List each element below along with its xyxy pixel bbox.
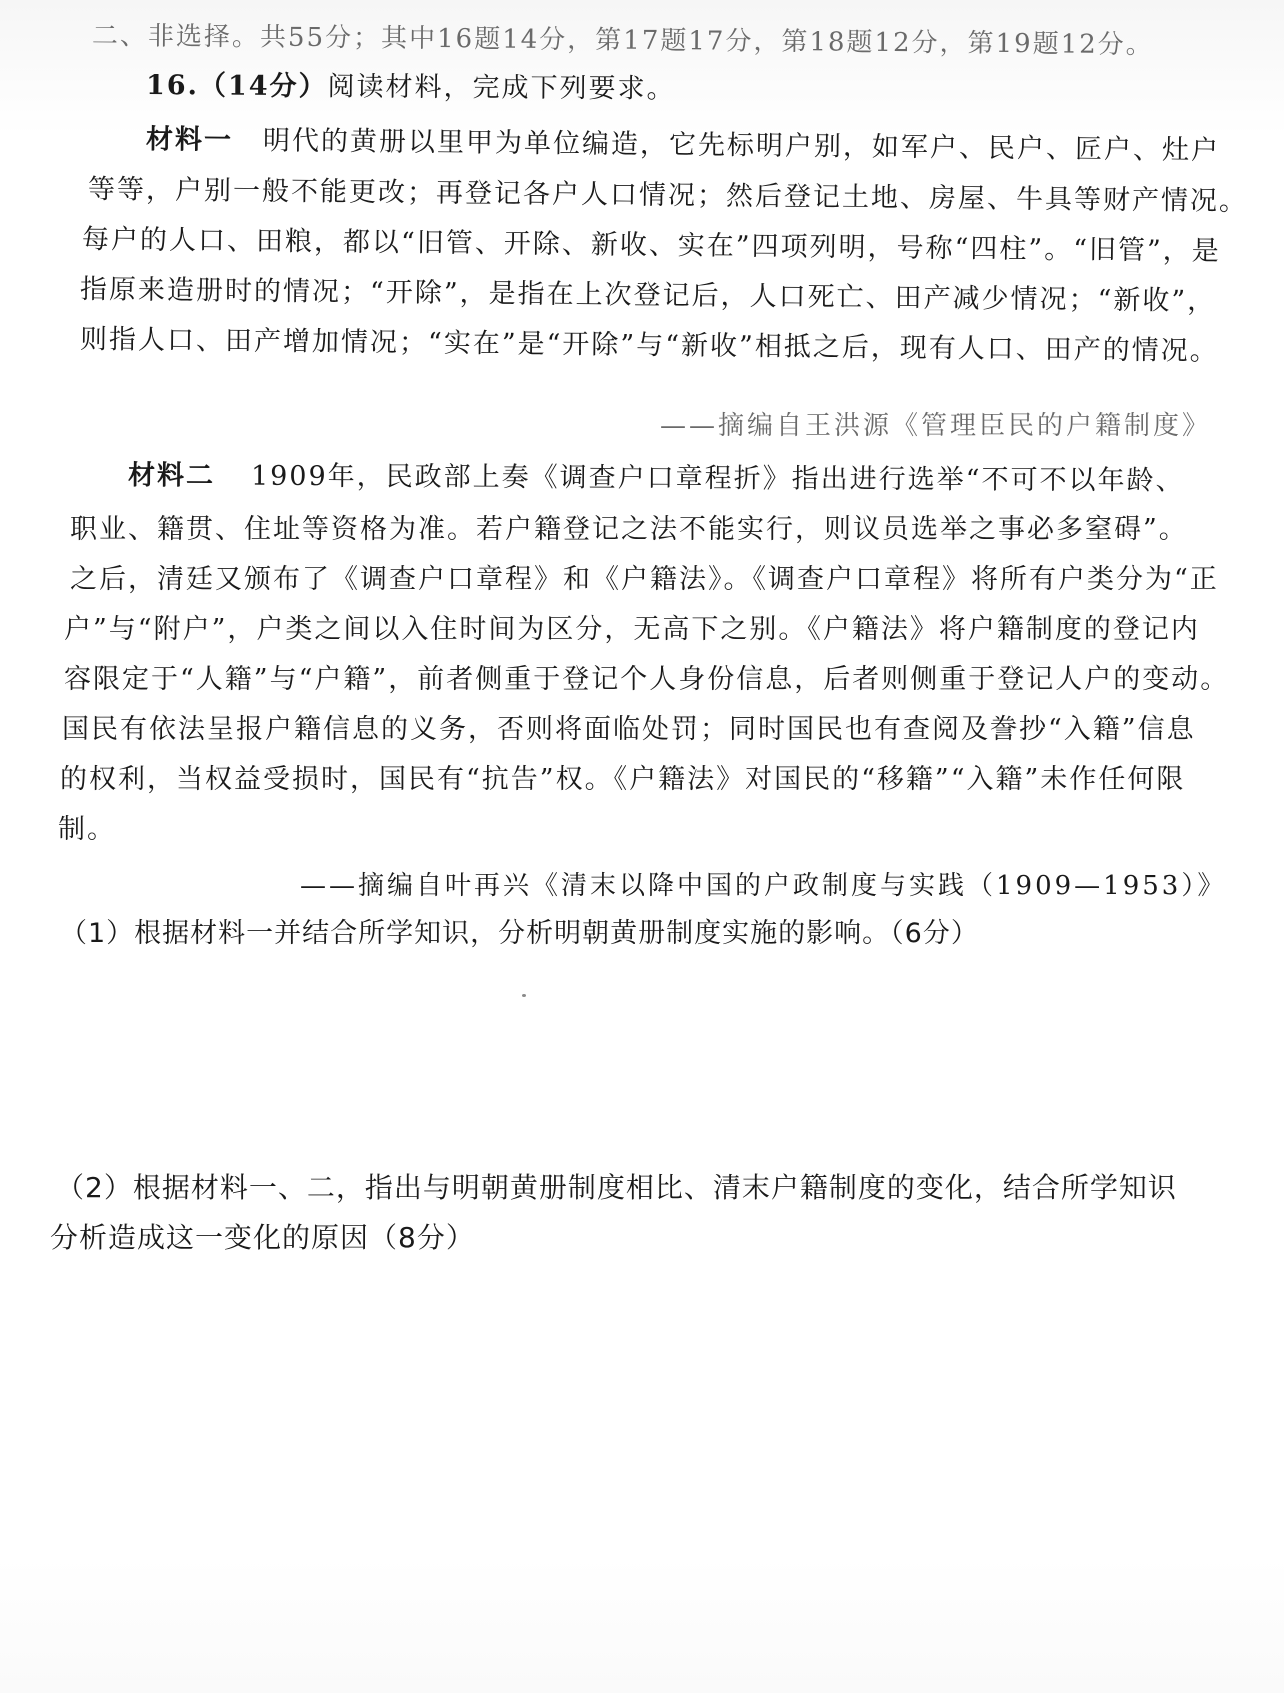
material-2-first-line xyxy=(128,458,1185,500)
material-2-line: 职业、籍贯、住址等资格为准。若户籍登记之法不能实行，则议员选举之事必多窒碍”。 xyxy=(70,514,1188,545)
sub-question-2-line-1: （2）根据材料一、二，指出与明朝黄册制度相比、清末户籍制度的变化，结合所学知识 xyxy=(56,1171,1177,1204)
question-points: （14分） xyxy=(198,70,328,103)
material-1-source: ——摘编自王洪源《管理臣民的户籍制度》 xyxy=(660,411,1212,441)
material-2-line: 的权利，当权益受损时，国民有“抗告”权。《户籍法》对国民的“移籍”“入籍”未作任何限 xyxy=(60,764,1186,795)
material-1-first-line xyxy=(146,122,1220,169)
material-2-source: ——摘编自叶再兴《清末以降中国的户政制度与实践（1909—1953）》 xyxy=(300,871,1227,901)
answer-space-2 xyxy=(50,1280,1230,1660)
material-2-line: 户”与“附户”，户类之间以入住时间为区分，无高下之别。《户籍法》将户籍制度的登记内 xyxy=(64,614,1200,645)
material-2-line: 1909年，民政部上奏《调查户口章程折》指出进行选举“不可不以年龄、 xyxy=(250,460,1185,497)
section-header: 二、非选择。共55分；其中16题14分，第17题17分，第18题12分，第19题12分。 xyxy=(91,21,1154,61)
material-2-label: 材料二 xyxy=(127,460,216,492)
answer-space-1 xyxy=(60,970,1220,1140)
question-number: 16. xyxy=(145,70,200,102)
material-1-label: 材料一 xyxy=(145,124,234,156)
material-1-line: 等等，户别一般不能更改；再登记各户人口情况；然后登记土地、房屋、牛具等财产情况。 xyxy=(87,174,1249,218)
question-instruction: 阅读材料，完成下列要求。 xyxy=(327,71,676,105)
question-16-title xyxy=(146,68,676,108)
sub-question-2-line-2: 分析造成这一变化的原因（8分） xyxy=(50,1221,475,1254)
material-1-line: 明代的黄册以里甲为单位编造，它先标明户别，如军户、民户、匠户、灶户 xyxy=(262,125,1221,167)
material-1-line: 则指人口、田产增加情况；“实在”是“开除”与“新收”相抵之后，现有人口、田产的情况。 xyxy=(79,324,1219,367)
material-2-line: 之后，清廷又颁布了《调查户口章程》和《户籍法》。《调查户口章程》将所有户类分为“正 xyxy=(70,564,1219,595)
material-2-line: 制。 xyxy=(58,814,116,845)
sub-question-1: （1）根据材料一并结合所学知识，分析明朝黄册制度实施的影响。（6分） xyxy=(60,918,979,949)
material-1-line: 每户的人口、田粮，都以“旧管、开除、新收、实在”四项列明，号称“四柱”。“旧管”，是 xyxy=(81,224,1221,267)
material-2-line: 国民有依法呈报户籍信息的义务，否则将面临处罚；同时国民也有查阅及誊抄“入籍”信息 xyxy=(62,714,1196,745)
material-2-line: 容限定于“人籍”与“户籍”，前者侧重于登记个人身份信息，后者则侧重于登记人户的变动。 xyxy=(64,664,1230,695)
material-1-line: 指原来造册时的情况；“开除”，是指在上次登记后，人口死亡、田产减少情况；“新收”， xyxy=(79,274,1217,317)
scan-speck xyxy=(522,994,526,997)
